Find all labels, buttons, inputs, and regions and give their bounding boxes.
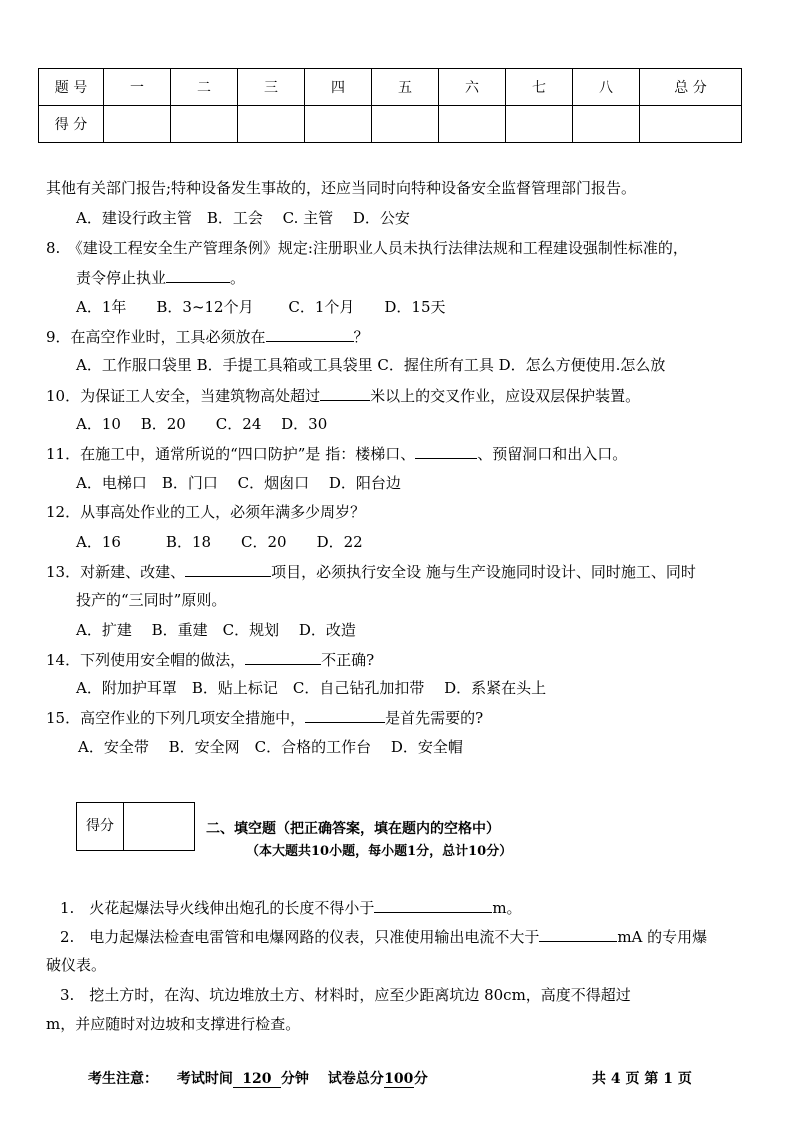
question-9-options: A．工作服口袋里 B．手提工具箱或工具袋里 C．握住所有工具 D．怎么方便使用.怎么放 bbox=[76, 356, 666, 374]
question-15-text bbox=[46, 707, 483, 728]
question-15-prefix: 15．高空作业的下列几项安全措施中， bbox=[46, 709, 306, 727]
answer-blank[interactable] bbox=[415, 443, 477, 459]
question-11-options: A．电梯口 B．门口 C．烟囱口 D．阳台边 bbox=[76, 474, 401, 492]
footer-total-unit: 分 bbox=[413, 1071, 428, 1087]
question-13-prefix: 13．对新建、改建、 bbox=[46, 563, 186, 581]
question-13-text-cont: 投产的“三同时”原则。 bbox=[76, 591, 227, 609]
question-8-suffix: 。 bbox=[230, 269, 246, 287]
question-15-options: A．安全带 B．安全网 C．合格的工作台 D．安全帽 bbox=[78, 738, 463, 756]
score-input-cell[interactable] bbox=[305, 106, 372, 143]
score-input-cell[interactable] bbox=[238, 106, 305, 143]
score-table-cell: 八 bbox=[573, 69, 640, 106]
footer-note-label: 考生注意： bbox=[88, 1071, 158, 1087]
footer-page-count: 共 4 页 第 1 页 bbox=[592, 1071, 692, 1087]
footer-time-label: 考试时间 bbox=[176, 1071, 233, 1087]
fill-question-2-cont: 破仪表。 bbox=[46, 956, 107, 974]
score-table-cell: 题 号 bbox=[39, 69, 104, 106]
question-8-text-cont bbox=[76, 267, 245, 288]
score-row-label: 得 分 bbox=[39, 106, 104, 143]
score-table-header-row bbox=[39, 69, 742, 106]
question-8-prefix: 责令停止执业 bbox=[76, 269, 167, 287]
score-table-cell: 一 bbox=[104, 69, 171, 106]
answer-blank[interactable] bbox=[245, 649, 321, 665]
score-table-cell: 三 bbox=[238, 69, 305, 106]
question-7-options: A．建设行政主管 B．工会 C. 主管 D．公安 bbox=[76, 209, 410, 227]
answer-blank[interactable] bbox=[185, 561, 271, 577]
question-11-suffix: 、预留洞口和出入口。 bbox=[477, 445, 628, 463]
section-title: 二、填空题（把正确答案，填在题内的空格中） bbox=[206, 821, 500, 837]
fill-question-2 bbox=[60, 926, 707, 947]
answer-blank[interactable] bbox=[266, 326, 354, 342]
answer-blank[interactable] bbox=[539, 926, 617, 942]
question-14-suffix: 不正确? bbox=[321, 651, 375, 669]
question-15-suffix: 是首先需要的? bbox=[385, 709, 484, 727]
score-input-cell[interactable] bbox=[573, 106, 640, 143]
score-table-cell: 五 bbox=[372, 69, 439, 106]
score-table-cell: 二 bbox=[171, 69, 238, 106]
question-8-options: A．1年 B．3~12个月 C．1个月 D．15天 bbox=[76, 298, 446, 316]
score-table-cell: 六 bbox=[439, 69, 506, 106]
question-14-options: A．附加护耳罩 B．贴上标记 C．自己钻孔加扣带 D．系紧在头上 bbox=[76, 679, 547, 697]
question-10-text bbox=[46, 385, 640, 406]
score-table-cell: 总 分 bbox=[640, 69, 742, 106]
question-14-text bbox=[46, 649, 374, 670]
section-score-box bbox=[76, 802, 195, 851]
score-input-cell[interactable] bbox=[372, 106, 439, 143]
score-input-cell[interactable] bbox=[439, 106, 506, 143]
question-14-prefix: 14．下列使用安全帽的做法， bbox=[46, 651, 246, 669]
footer-total-value: 100 bbox=[384, 1071, 414, 1087]
question-10-prefix: 10．为保证工人安全，当建筑物高处超过 bbox=[46, 387, 321, 405]
answer-blank[interactable] bbox=[166, 267, 230, 283]
answer-blank[interactable] bbox=[374, 897, 492, 913]
footer-total-label: 试卷总分 bbox=[327, 1071, 384, 1087]
fill-2-prefix: 2. 电力起爆法检查电雷管和电爆网路的仪表，只准使用输出电流不大于 bbox=[60, 928, 540, 946]
question-9-text bbox=[46, 326, 369, 347]
score-input-cell[interactable] bbox=[640, 106, 742, 143]
question-13-options: A．扩建 B．重建 C．规划 D．改造 bbox=[76, 621, 356, 639]
footer-notice bbox=[88, 1068, 428, 1088]
score-table bbox=[38, 68, 742, 143]
question-9-suffix: ？ bbox=[353, 328, 369, 346]
question-11-text bbox=[46, 443, 627, 464]
score-table-cell: 四 bbox=[305, 69, 372, 106]
score-input-cell[interactable] bbox=[171, 106, 238, 143]
fill-question-1 bbox=[60, 897, 522, 918]
fill-2-suffix: mA 的专用爆 bbox=[617, 928, 708, 946]
footer-time-unit: 分钟 bbox=[280, 1071, 309, 1087]
question-10-suffix: 米以上的交叉作业，应设双层保护装置。 bbox=[370, 387, 641, 405]
question-10-options: A．10 B．20 C．24 D．30 bbox=[76, 415, 328, 433]
question-13-text bbox=[46, 561, 696, 582]
fill-1-suffix: m。 bbox=[492, 899, 522, 917]
section-subtitle: （本大题共10小题，每小题1分，总计10分） bbox=[246, 844, 513, 859]
question-11-prefix: 11．在施工中，通常所说的“四口防护”是 指：楼梯口、 bbox=[46, 445, 416, 463]
question-13-suffix: 项目，必须执行安全设 施与生产设施同时设计、同时施工、同时 bbox=[271, 563, 696, 581]
score-table-score-row bbox=[39, 106, 742, 143]
fill-question-3: 3. 挖土方时，在沟、坑边堆放土方、材料时，应至少距离坑边 80cm，高度不得超过 bbox=[60, 986, 631, 1004]
footer-time-value: 120 bbox=[233, 1071, 281, 1088]
question-12-options: A．16 B．18 C．20 D．22 bbox=[76, 533, 363, 551]
score-input-cell[interactable] bbox=[104, 106, 171, 143]
fill-1-prefix: 1. 火花起爆法导火线伸出炮孔的长度不得小于 bbox=[60, 899, 375, 917]
score-table-cell: 七 bbox=[506, 69, 573, 106]
question-8-text: 8. 《建设工程安全生产管理条例》规定:注册职业人员未执行法律法规和工程建设强制性标准的， bbox=[46, 239, 688, 257]
answer-blank[interactable] bbox=[305, 707, 385, 723]
answer-blank[interactable] bbox=[320, 385, 370, 401]
score-input-cell[interactable] bbox=[506, 106, 573, 143]
section-score-label: 得分 bbox=[77, 803, 124, 850]
question-7-continuation: 其他有关部门报告;特种设备发生事故的，还应当同时向特种设备安全监督管理部门报告。 bbox=[46, 179, 637, 197]
question-9-prefix: 9．在高空作业时，工具必须放在 bbox=[46, 328, 266, 346]
fill-question-3-cont: m，并应随时对边坡和支撑进行检查。 bbox=[46, 1015, 301, 1033]
question-12-text: 12．从事高处作业的工人，必须年满多少周岁？ bbox=[46, 503, 366, 521]
